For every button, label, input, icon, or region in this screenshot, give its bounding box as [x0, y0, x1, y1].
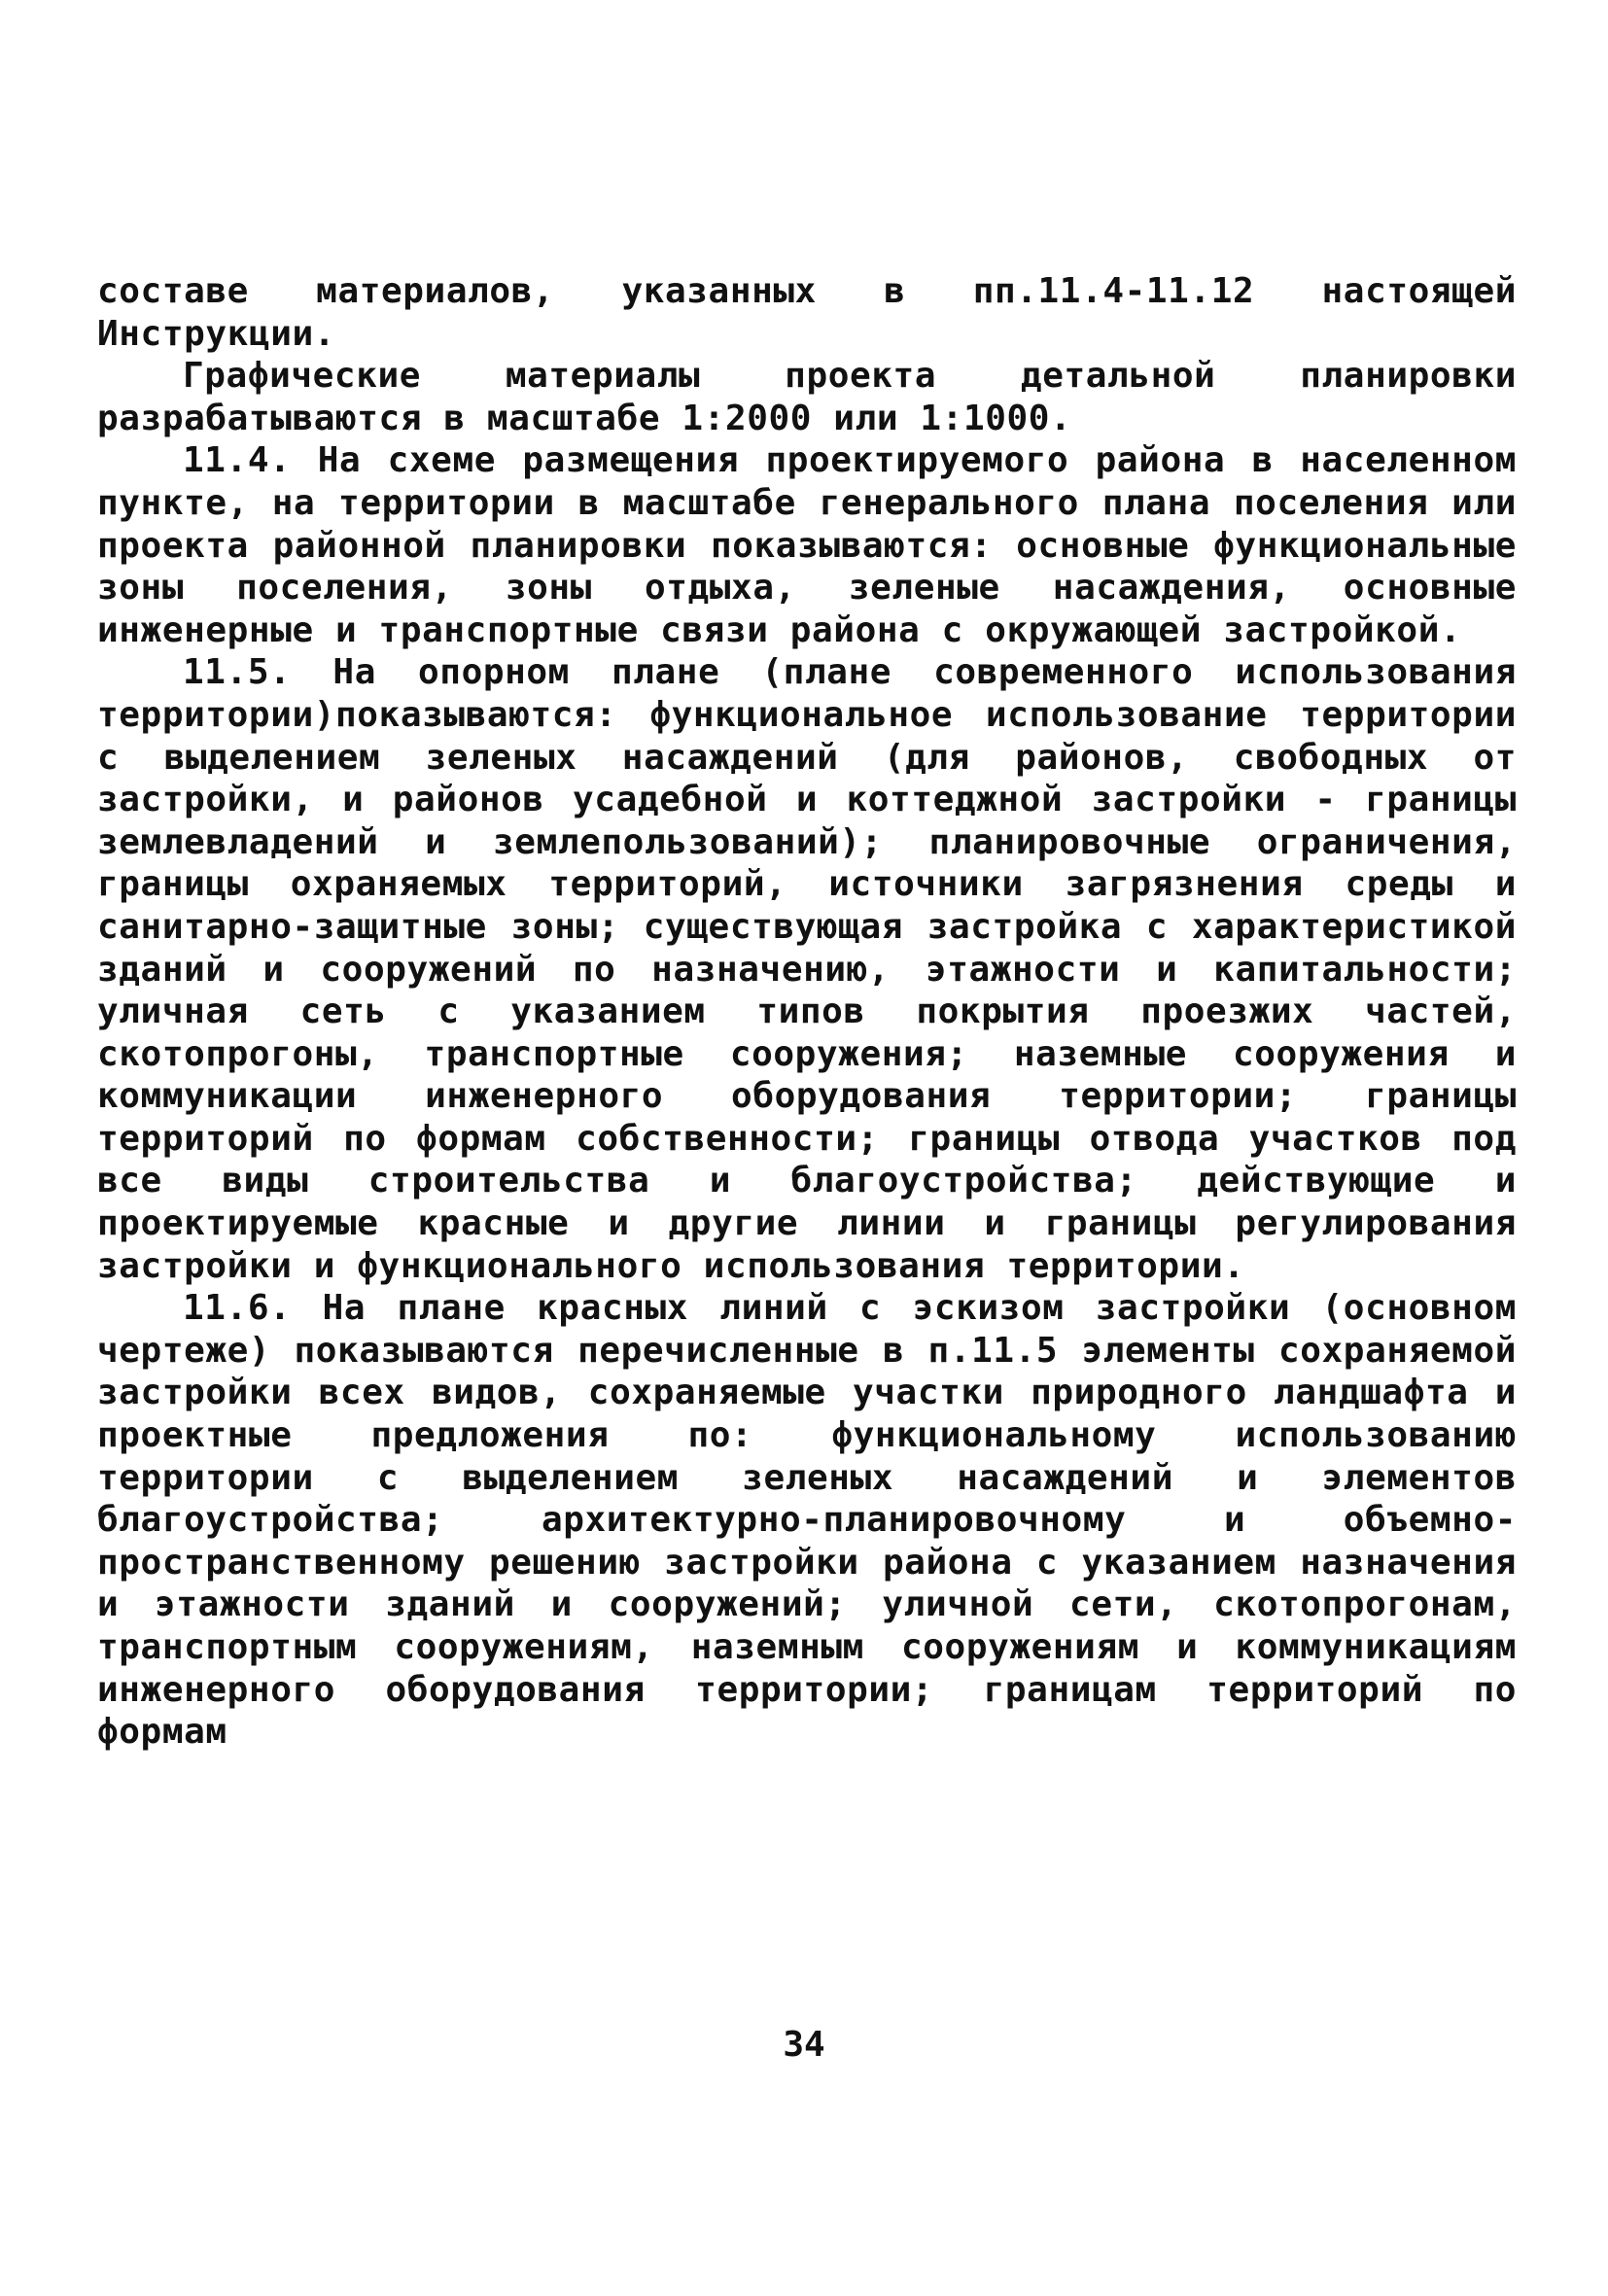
paragraph: Графические материалы проекта детальной планировки разрабатываются в масштабе 1:2000 или 1:1000. — [97, 356, 1517, 438]
paragraph-section-11-4: 11.4. На схеме размещения проектируемого района в населенном пункте, на территории в масштабе генерального плана поселения или проекта районной планировки показываются: основные функциональные зоны поселения, зоны отдыха, зеленые насаждения, основные инженерные и транспортные связи района с окружающей застройкой. — [97, 440, 1517, 650]
page-number: 34 — [783, 2025, 825, 2065]
paragraph: составе материалов, указанных в пп.11.4-11.12 настоящей Инструкции. — [97, 271, 1517, 354]
paragraph-section-11-6: 11.6. На плане красных линий с эскизом застройки (основном чертеже) показываются перечисленные в п.11.5 элементы сохраняемой застройки всех видов, сохраняемые участки природного ландшафта и проектные предложения по: функциональному использованию территории с выделением зеленых насаждений и элементов благоустройства; архитектурно-планировочному и объемно-пространственному решению застройки района с указанием назначения и этажности зданий и сооружений; уличной сети, скотопрогонам, транспортным сооружениям, наземным сооружениям и коммуникациям инженерного оборудования территории; границам территорий по формам — [97, 1288, 1517, 1753]
document-body — [97, 270, 1517, 1754]
paragraph-section-11-5: 11.5. На опорном плане (плане современного использования территории)показываются: функциональное использование территории с выделением зеленых насаждений (для районов, свободных от застройки, и районов усадебной и коттеджной застройки - границы землевладений и землепользований); планировочные ограничения, границы охраняемых территорий, источники загрязнения среды и санитарно-защитные зоны; существующая застройка с характеристикой зданий и сооружений по назначению, этажности и капитальности; уличная сеть с указанием типов покрытия проезжих частей, скотопрогоны, транспортные сооружения; наземные сооружения и коммуникации инженерного оборудования территории; границы территорий по формам собственности; границы отвода участков под все виды строительства и благоустройства; действующие и проектируемые красные и другие линии и границы регулирования застройки и функционального использования территории. — [97, 652, 1517, 1286]
